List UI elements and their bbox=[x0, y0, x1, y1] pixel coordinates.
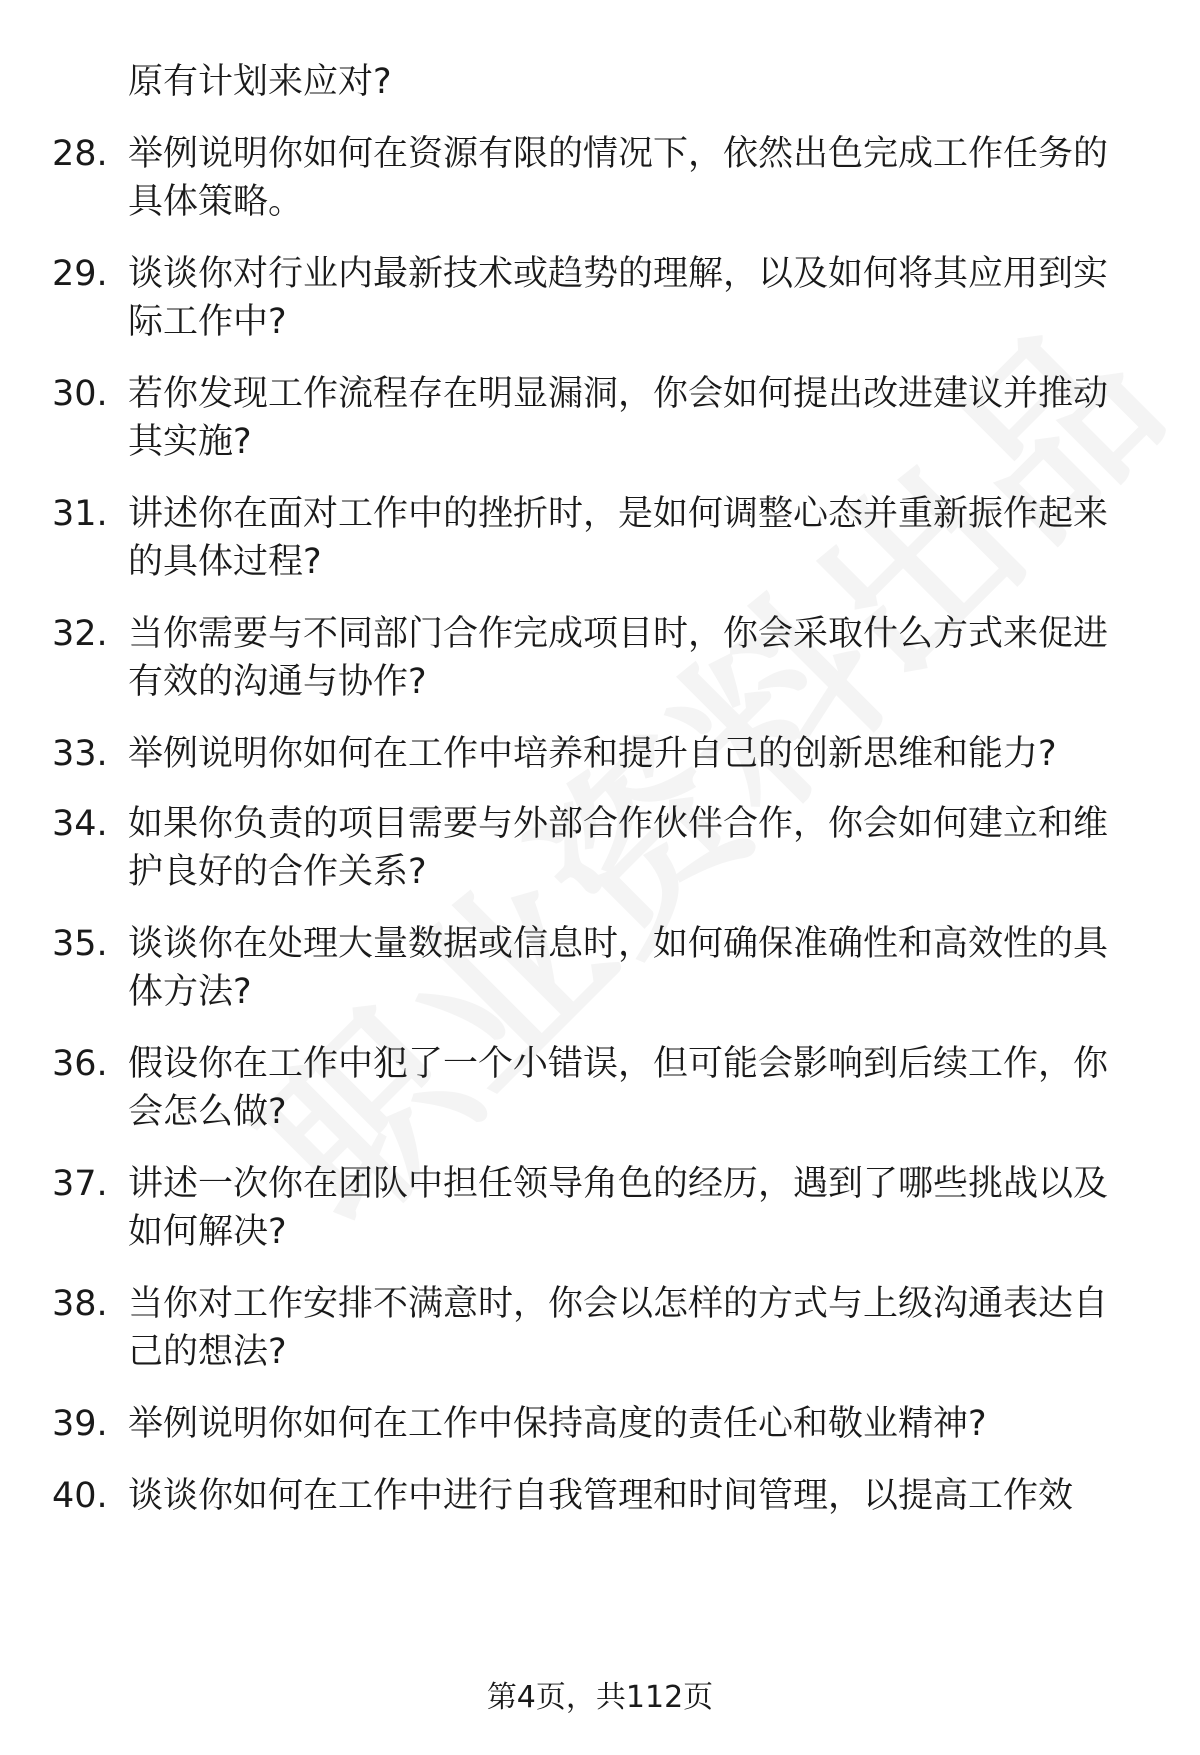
question-line: 谈谈你对行业内最新技术或趋势的理解，以及如何将其应用到实 bbox=[128, 254, 1109, 294]
question-line: 际工作中? bbox=[128, 302, 287, 342]
question-number: 40. bbox=[52, 1476, 108, 1516]
question-line: 谈谈你在处理大量数据或信息时，如何确保准确性和高效性的具 bbox=[128, 924, 1109, 964]
question-line: 当你需要与不同部门合作完成项目时，你会采取什么方式来促进 bbox=[128, 614, 1109, 654]
question-line: 的具体过程? bbox=[128, 542, 322, 582]
question-text bbox=[128, 1280, 1148, 1376]
question-line: 若你发现工作流程存在明显漏洞，你会如何提出改进建议并推动 bbox=[128, 374, 1109, 414]
question-line: 举例说明你如何在工作中保持高度的责任心和敬业精神? bbox=[128, 1404, 987, 1444]
question-text bbox=[128, 370, 1148, 466]
question-number: 39. bbox=[52, 1404, 108, 1444]
question-line: 其实施? bbox=[128, 422, 252, 462]
question-line: 具体策略。 bbox=[128, 182, 304, 222]
question-text bbox=[128, 1040, 1148, 1136]
question-text bbox=[128, 250, 1148, 346]
question-number: 36. bbox=[52, 1044, 108, 1084]
continued-question-line: 原有计划来应对? bbox=[128, 62, 392, 102]
question-line: 举例说明你如何在工作中培养和提升自己的创新思维和能力? bbox=[128, 734, 1057, 774]
question-text bbox=[128, 1400, 1148, 1448]
question-line: 护良好的合作关系? bbox=[128, 852, 427, 892]
question-number: 29. bbox=[52, 254, 108, 294]
question-line: 举例说明你如何在资源有限的情况下，依然出色完成工作任务的 bbox=[128, 134, 1109, 174]
page-number-footer: 第4页，共112页 bbox=[486, 1680, 714, 1715]
question-text bbox=[128, 1160, 1148, 1256]
question-text bbox=[128, 610, 1148, 706]
question-number: 30. bbox=[52, 374, 108, 414]
question-line: 假设你在工作中犯了一个小错误，但可能会影响到后续工作，你 bbox=[128, 1044, 1109, 1084]
question-number: 34. bbox=[52, 804, 108, 844]
question-line: 会怎么做? bbox=[128, 1092, 287, 1132]
question-text bbox=[128, 130, 1148, 226]
question-line: 如何解决? bbox=[128, 1212, 287, 1252]
question-text bbox=[128, 1472, 1148, 1520]
question-text bbox=[128, 730, 1148, 778]
question-text bbox=[128, 490, 1148, 586]
question-number: 33. bbox=[52, 734, 108, 774]
question-line: 谈谈你如何在工作中进行自我管理和时间管理，以提高工作效 bbox=[128, 1476, 1074, 1516]
question-line: 讲述你在面对工作中的挫折时，是如何调整心态并重新振作起来 bbox=[128, 494, 1109, 534]
question-number: 28. bbox=[52, 134, 108, 174]
question-number: 35. bbox=[52, 924, 108, 964]
question-text bbox=[128, 920, 1148, 1016]
question-number: 31. bbox=[52, 494, 108, 534]
question-line: 己的想法? bbox=[128, 1332, 287, 1372]
question-line: 当你对工作安排不满意时，你会以怎样的方式与上级沟通表达自 bbox=[128, 1284, 1109, 1324]
question-text bbox=[128, 800, 1148, 896]
question-line: 体方法? bbox=[128, 972, 252, 1012]
question-line: 有效的沟通与协作? bbox=[128, 662, 427, 702]
question-number: 38. bbox=[52, 1284, 108, 1324]
question-line: 如果你负责的项目需要与外部合作伙伴合作，你会如何建立和维 bbox=[128, 804, 1109, 844]
question-number: 32. bbox=[52, 614, 108, 654]
question-number: 37. bbox=[52, 1164, 108, 1204]
question-line: 讲述一次你在团队中担任领导角色的经历，遇到了哪些挑战以及 bbox=[128, 1164, 1109, 1204]
